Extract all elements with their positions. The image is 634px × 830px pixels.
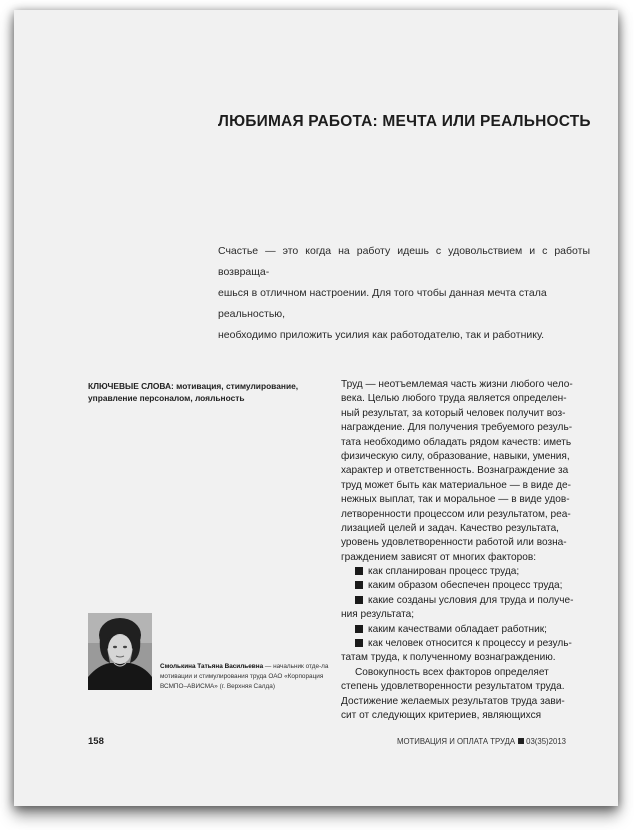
issue-number: 03(35)2013 [526, 737, 566, 746]
body-line: Труд — неотъемлемая часть жизни любого чело- [341, 379, 573, 390]
bullet-continuation: ния результата; [341, 609, 415, 621]
body-line: Совокупность всех факторов определяет [355, 666, 549, 678]
article-title: ЛЮБИМАЯ РАБОТА: МЕЧТА ИЛИ РЕАЛЬНОСТЬ [218, 113, 591, 130]
square-bullet-icon [355, 581, 363, 589]
body-line: тата необходимо обладать рядом качеств: иметь [341, 436, 572, 448]
body-line: граждением зависят от многих факторов: [341, 551, 536, 563]
body-line: века. Целью любого труда является определен- [341, 393, 567, 405]
body-line: Достижение желаемых результатов труда зави- [341, 695, 565, 707]
body-line: ный результат, за который человек получит воз- [341, 407, 566, 419]
body-line: степень удовлетворенности результатом труда. [341, 681, 565, 693]
running-footer [397, 737, 566, 746]
lead-line: Счастье — это когда на работу идешь с удовольствием и с работы возвраща- [218, 245, 590, 278]
square-separator-icon [518, 738, 524, 744]
author-photo [88, 613, 152, 690]
author-caption [160, 662, 330, 692]
square-bullet-icon [355, 596, 363, 604]
body-line: уровень удовлетворенности работой или возна- [341, 537, 567, 549]
keywords: КЛЮЧЕВЫЕ СЛОВА: мотивация, стимулирование, управление персоналом, лояльность [88, 381, 299, 403]
body-line: характер и ответственность. Вознаграждение за [341, 465, 569, 477]
bullet-item: каким образом обеспечен процесс труда; [341, 579, 589, 593]
bullet-item: каким качествами обладает работник; [341, 623, 589, 637]
body-line: сит от следующих критериев, являющихся [341, 709, 542, 721]
lead-line: необходимо приложить усилия как работодателю, так и работнику. [218, 329, 545, 341]
lead-line: ешься в отличном настроении. Для того чтобы данная мечта стала реальностью, [218, 287, 547, 320]
bullet-item: как спланирован процесс труда; [341, 565, 589, 579]
body-line: труд может быть как материальное — в виде де- [341, 479, 571, 491]
body-line: награждение. Для получения требуемого резуль- [341, 422, 573, 434]
body-line: лизацией целей и задач. Качество результата, [341, 522, 559, 534]
square-bullet-icon [355, 567, 363, 575]
author-name: Смолькина Татьяна Васильевна [160, 663, 264, 670]
bullet-item: как человек относится к процессу и резуль- [341, 637, 589, 651]
body-line: летворенности процессом или результатом, реа- [341, 508, 571, 520]
bullet-continuation: татам труда, к полученному вознаграждению. [341, 652, 556, 664]
square-bullet-icon [355, 639, 363, 647]
author-role: — начальник отде-ла мотивации и стимулирования труда ОАО «Корпорация ВСМПО–АВИСМА» (г. Верхняя Салда) [160, 663, 329, 690]
body-line: нежных выплат, так и моральное — в виде удов- [341, 494, 570, 506]
author-portrait-icon [88, 613, 152, 690]
article-lead [218, 241, 590, 346]
body-line: физическую силу, образование, навыки, умения, [341, 450, 570, 462]
page-number: 158 [88, 736, 104, 747]
body-column [341, 378, 589, 723]
square-bullet-icon [355, 625, 363, 633]
bullet-item: какие созданы условия для труда и получе- [341, 594, 589, 608]
journal-page [14, 10, 618, 806]
journal-name: МОТИВАЦИЯ И ОПЛАТА ТРУДА [396, 737, 516, 746]
